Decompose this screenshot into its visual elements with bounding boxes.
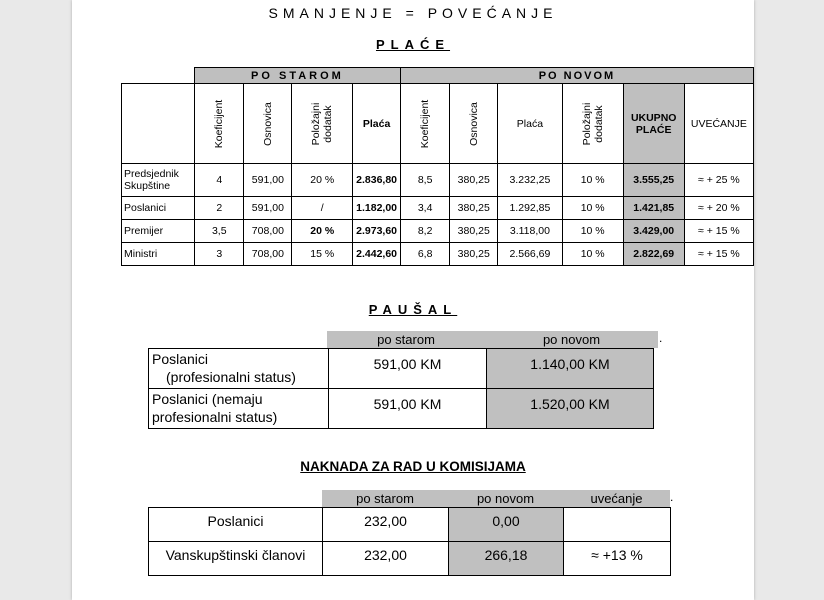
- header-ukupno: UKUPNO PLAĆE: [623, 84, 684, 164]
- cell-uvecanje: ≈ + 15 %: [684, 220, 753, 243]
- cell-pol-old: /: [292, 197, 353, 220]
- cell-koef-old: 2: [195, 197, 244, 220]
- group-new-header: PO NOVOM: [400, 68, 753, 84]
- cell-osn-new: 380,25: [450, 197, 498, 220]
- pausal-header-dot: .: [659, 331, 663, 345]
- cell-osn-old: 591,00: [244, 164, 292, 197]
- header-osn-old: Osnovica: [244, 84, 292, 164]
- table-row: [149, 542, 671, 576]
- row-label: [149, 349, 329, 389]
- cell-uvecanje: [564, 508, 671, 542]
- header-osn-new: Osnovica: [450, 84, 498, 164]
- cell-uvecanje: ≈ +13 %: [564, 542, 671, 576]
- cell-new: 266,18: [449, 542, 564, 576]
- cell-old: 591,00 KM: [329, 389, 487, 429]
- row-label: [149, 389, 329, 429]
- document-page: [72, 0, 754, 600]
- pausal-table: [148, 348, 654, 429]
- table-row: [122, 164, 754, 197]
- group-header-row: [122, 68, 754, 84]
- row-label-line1: Poslanici (nemaju: [152, 391, 263, 407]
- row-label: Predsjednik Skupštine: [122, 164, 195, 197]
- row-label: Vanskupštinski članovi: [149, 542, 323, 576]
- naknada-table: [148, 507, 671, 576]
- header-pol-new: Položajni dodatak: [562, 84, 623, 164]
- cell-pol-old: 20 %: [292, 164, 353, 197]
- cell-old: 232,00: [323, 508, 449, 542]
- section-title-pausal: PAUŠAL: [368, 302, 458, 317]
- cell-placa-old: 2.442,60: [353, 243, 401, 266]
- cell-uvecanje: ≈ + 25 %: [684, 164, 753, 197]
- cell-osn-old: 591,00: [244, 197, 292, 220]
- cell-koef-old: 3: [195, 243, 244, 266]
- header-koef-new: Koeficijent: [400, 84, 449, 164]
- cell-pol-new: 10 %: [562, 220, 623, 243]
- cell-koef-new: 6,8: [400, 243, 449, 266]
- cell-osn-new: 380,25: [450, 164, 498, 197]
- row-label-line2: (profesionalni status): [166, 369, 296, 385]
- header-pol-old: Položajni dodatak: [292, 84, 353, 164]
- cell-pol-new: 10 %: [562, 197, 623, 220]
- cell-placa-old: 2.973,60: [353, 220, 401, 243]
- pausal-col-old-header: po starom: [327, 331, 485, 348]
- table-row: [149, 349, 654, 389]
- cell-ukupno: 1.421,85: [623, 197, 684, 220]
- salary-table: [121, 67, 754, 266]
- cell-pol-new: 10 %: [562, 164, 623, 197]
- row-label: Premijer: [122, 220, 195, 243]
- table-row: [122, 220, 754, 243]
- cell-ukupno: 3.555,25: [623, 164, 684, 197]
- header-placa-old: Plaća: [353, 84, 401, 164]
- table-row: [122, 197, 754, 220]
- cell-uvecanje: ≈ + 15 %: [684, 243, 753, 266]
- page-title: SMANJENJE = POVEĆANJE: [268, 5, 558, 21]
- cell-pol-old: 20 %: [292, 220, 353, 243]
- cell-uvecanje: ≈ + 20 %: [684, 197, 753, 220]
- cell-pol-old: 15 %: [292, 243, 353, 266]
- cell-koef-new: 8,2: [400, 220, 449, 243]
- table-row: [149, 389, 654, 429]
- naknada-col-new-header: po novom: [448, 490, 563, 507]
- naknada-col-old-header: po starom: [322, 490, 448, 507]
- cell-placa-new: 2.566,69: [498, 243, 563, 266]
- naknada-col-uv-header: uvećanje: [563, 490, 670, 507]
- row-label: Poslanici: [122, 197, 195, 220]
- section-title-naknada: NAKNADA ZA RAD U KOMISIJAMA: [300, 459, 526, 474]
- cell-placa-new: 3.232,25: [498, 164, 563, 197]
- cell-pol-new: 10 %: [562, 243, 623, 266]
- header-uvecanje: UVEĆANJE: [684, 84, 753, 164]
- cell-osn-new: 380,25: [450, 243, 498, 266]
- cell-ukupno: 2.822,69: [623, 243, 684, 266]
- cell-osn-old: 708,00: [244, 220, 292, 243]
- group-old-header: PO STAROM: [195, 68, 401, 84]
- cell-osn-old: 708,00: [244, 243, 292, 266]
- cell-old: 591,00 KM: [329, 349, 487, 389]
- header-koef-old: Koeficijent: [195, 84, 244, 164]
- table-row: [122, 243, 754, 266]
- cell-old: 232,00: [323, 542, 449, 576]
- cell-koef-old: 3,5: [195, 220, 244, 243]
- pausal-col-new-header: po novom: [485, 331, 658, 348]
- row-label: Ministri: [122, 243, 195, 266]
- row-label-line2: profesionalni status): [152, 409, 278, 425]
- cell-new: 0,00: [449, 508, 564, 542]
- table-row: [149, 508, 671, 542]
- header-placa-new: Plaća: [498, 84, 563, 164]
- cell-placa-old: 1.182,00: [353, 197, 401, 220]
- corner-cell: [122, 68, 195, 84]
- cell-koef-new: 8,5: [400, 164, 449, 197]
- cell-koef-new: 3,4: [400, 197, 449, 220]
- cell-ukupno: 3.429,00: [623, 220, 684, 243]
- cell-new: 1.520,00 KM: [487, 389, 654, 429]
- cell-placa-new: 1.292,85: [498, 197, 563, 220]
- row-label-line1: Poslanici: [152, 351, 209, 367]
- row-label-header: [122, 84, 195, 164]
- row-label: Poslanici: [149, 508, 323, 542]
- naknada-header-dot: .: [670, 490, 674, 504]
- column-header-row: [122, 84, 754, 164]
- cell-new: 1.140,00 KM: [487, 349, 654, 389]
- cell-koef-old: 4: [195, 164, 244, 197]
- cell-osn-new: 380,25: [450, 220, 498, 243]
- cell-placa-new: 3.118,00: [498, 220, 563, 243]
- cell-placa-old: 2.836,80: [353, 164, 401, 197]
- section-title-place: PLAĆE: [375, 37, 451, 52]
